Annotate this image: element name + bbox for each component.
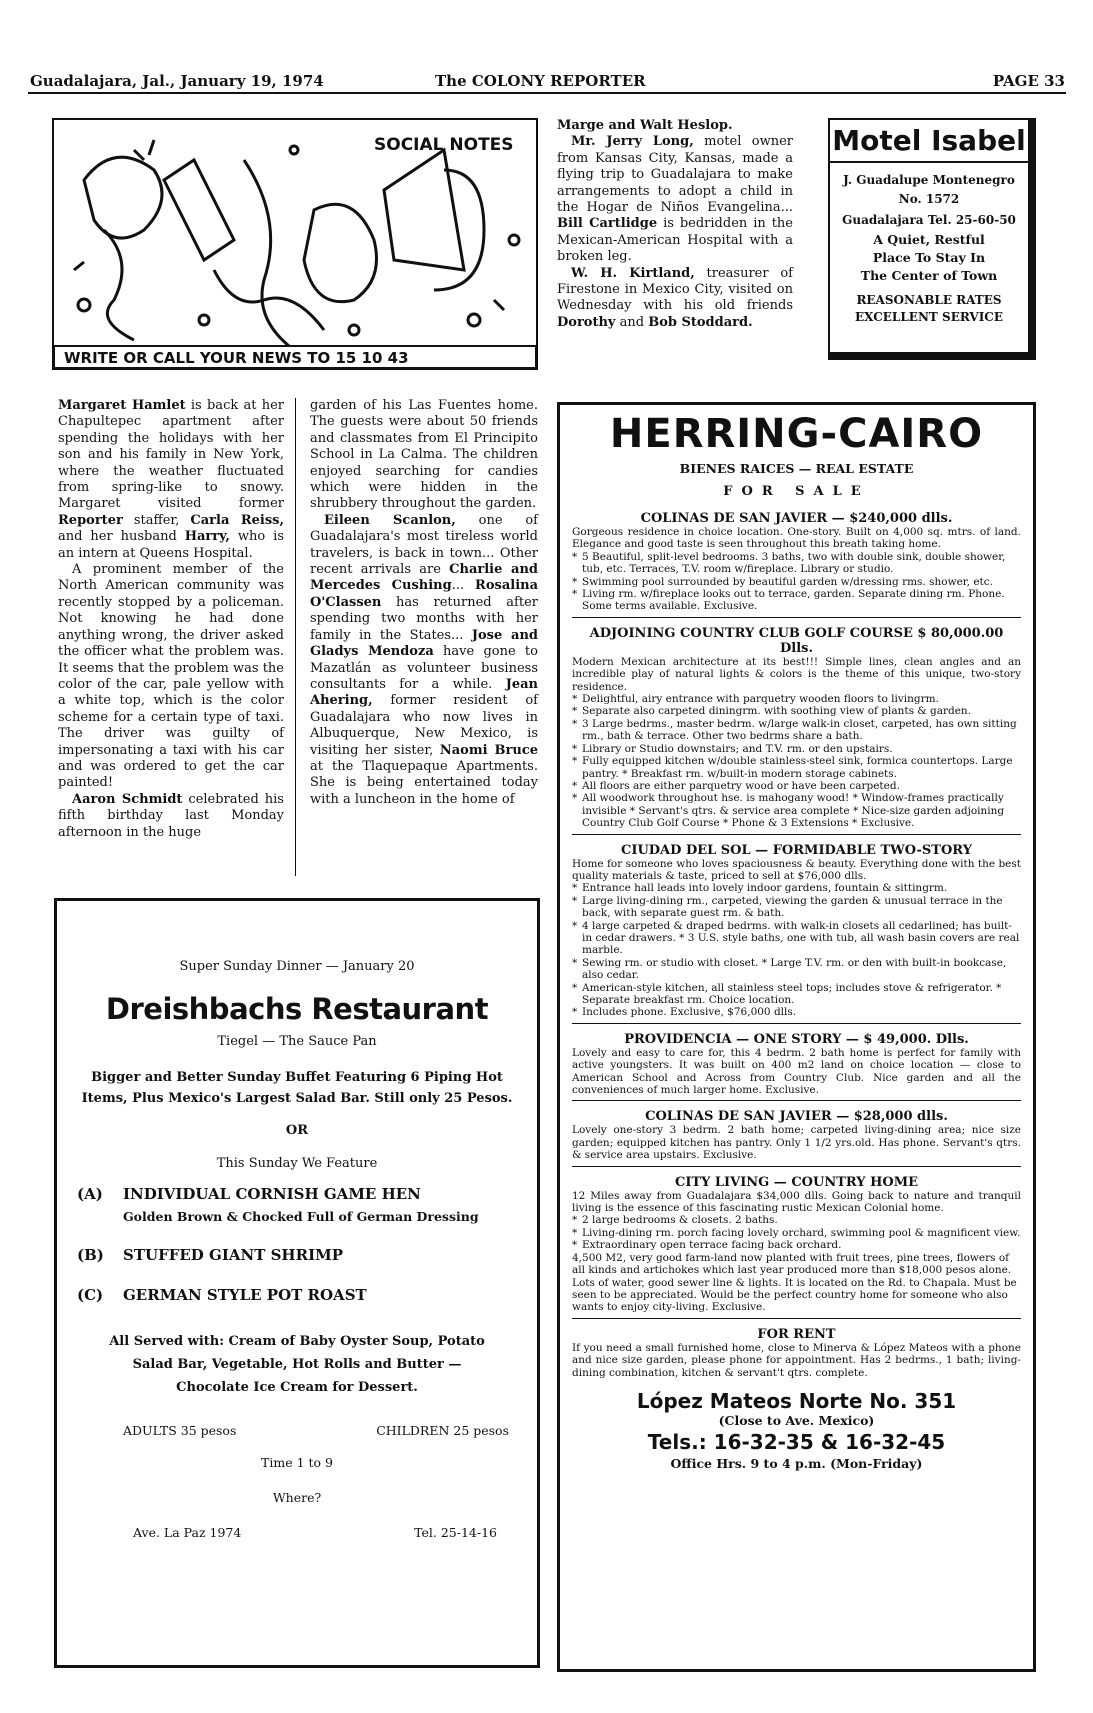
listing-feature: * 2 large bedrooms & closets. 2 baths. [572,1214,1021,1226]
listing-feature: * Extraordinary open terrace facing back orchard. [572,1239,1021,1251]
note-text: is back at her Chapultepec apartment after spending the holidays with her son and his family in New York, where the weather fluctuated from spring-like to snowy. Margaret visited former [58,398,284,512]
listing-text: Home for someone who loves spaciousness & beauty. Everything done with the best quality materials & taste, priced to sell at $76,000 dlls. [572,857,1021,882]
note-text: and her husband [58,529,185,545]
restaurant-served: All Served with: Cream of Baby Oyster Soup, Potato Salad Bar, Vegetable, Hot Rolls and Butter — Chocolate Ice Cream for Dessert. [109,1334,485,1395]
restaurant-time: Time 1 to 9 [261,1455,333,1470]
note-text: has returned after spending two months with her family in the States... [310,594,538,643]
note-name: Dorothy [557,314,616,330]
note-name: Aaron Schmidt [72,791,183,807]
menu-item-name: INDIVIDUAL CORNISH GAME HEN [123,1185,421,1203]
realestate-name: HERRING-CAIRO [609,411,984,457]
listing [572,1023,1021,1097]
note-text: at the Tlaquepaque Apartments. She is being entertained today with a luncheon in the home of [310,758,538,807]
listing [572,503,1021,613]
listing-feature: * Swimming pool surrounded by beautiful garden w/dressing rms. shower, etc. [572,576,1021,588]
menu-item [77,1185,537,1224]
motel-tagline-4: REASONABLE RATES [856,293,1002,307]
motel-address-2: No. 1572 [898,192,960,206]
header-rule [28,92,1066,94]
menu-items [57,1185,537,1304]
listing-heading: FOR RENT [757,1326,836,1342]
note-name: Jose and Gladys Mendoza [310,627,538,660]
note-text: former resident of Guadalajara who now lives in Albuquerque, New Mexico, is visiting her sister, [310,693,538,758]
menu-item [77,1246,537,1264]
notes-column-1 [58,398,284,841]
listing-heading: ADJOINING COUNTRY CLUB GOLF COURSE $ 80,000.00 Dlls. [589,625,1004,656]
restaurant-sub: Tiegel — The Sauce Pan [217,1034,377,1049]
dateline: Guadalajara, Jal., January 19, 1974 [30,72,324,90]
motel-address-1: J. Guadalupe Montenegro [843,173,1015,187]
listing-feature: * Sewing rm. or studio with closet. * Large T.V. rm. or den with built-in bookcase, also cedar. [572,957,1021,982]
listing-text: Lovely and easy to care for, this 4 bedrm. 2 bath home is perfect for family with active youngsters. It was built on 400 m2 land on choice location — close to American School and Across from Country Club. Nice garden and all the conveniences of much larger home. Exclusive. [572,1046,1021,1097]
listing [572,834,1021,1019]
paper-name: The COLONY REPORTER [435,72,646,90]
note-name: Bob Stoddard. [648,314,753,330]
for-sale-heading: FOR SALE [723,484,870,499]
restaurant-name: Dreishbachs Restaurant [105,992,489,1026]
menu-item-name: STUFFED GIANT SHRIMP [123,1246,343,1264]
dreishbachs-ad [54,898,540,1668]
note-name: Carla Reiss, [190,512,285,528]
note-paragraph [58,398,284,562]
motel-tagline-3: The Center of Town [860,268,998,283]
motel-tagline-5: EXCELLENT SERVICE [854,310,1004,324]
listing-feature: * All floors are either parquetry wood or have been carpeted. [572,780,1021,792]
social-notes-title: SOCIAL NOTES [374,135,514,155]
listing-feature: * Includes phone. Exclusive, $76,000 dlls. [572,1006,1021,1018]
listing-text: Lovely one-story 3 bedrm. 2 bath home; carpeted living-dining area; nice size garden; equipped kitchen has pantry. Only 1 1/2 yrs.old. Has phone. Servant's qtrs. & service area upstairs. Exclusive. [572,1124,1021,1162]
note-text: garden of his Las Fuentes home. The guests were about 50 friends and classmates from El Principito School in La Calma. The children enjoyed searching for candies which were hidden in the shrubbery throughout the garden. [310,398,538,512]
restaurant-line-1: Super Sunday Dinner — January 20 [179,959,415,974]
listing-text: 12 Miles away from Guadalajara $34,000 dlls. Going back to nature and tranquil living is the essence of this fascinating rustic Mexican Colonial home. [572,1189,1021,1215]
note-text: treasurer of Firestone in Mexico City, visited on Wednesday with his old friends [557,265,793,314]
listing-heading: PROVIDENCIA — ONE STORY — $ 49,000. Dlls. [624,1031,969,1047]
realestate-phones: Tels.: 16-32-35 & 16-32-45 [647,1429,946,1454]
note-text: one of Guadalajara's most tireless world travelers, is back in town... Other recent arrivals are [310,512,538,578]
listing [572,617,1021,830]
listing-feature: * 5 Beautiful, split-level bedrooms. 3 baths, two with double sink, double shower, tub, etc. Terraces, T.V. room w/fireplace. Library or studio. [572,551,1021,576]
note-paragraph [58,562,284,792]
listing-feature: * Entrance hall leads into lovely indoor gardens, fountain & sittingrm. [572,882,1021,894]
listing-feature: * Fully equipped kitchen w/double stainless-steel sink, formica countertops. Large pantry. * Breakfast rm. w/built-in modern storage cabinets. [572,755,1021,780]
listing-text-2: 4,500 M2, very good farm-land now planted with fruit trees, pine trees, flowers of all kinds and artichokes which last year produced more than $18,000 pesos alone. Lots of water, good sewer line & lights. It is located on the Rd. to Chapala. Must be seen to be appreciated. Would be the perfect country home for someone who also wants to enjoy city-living. Exclusive. [572,1251,1017,1314]
listing-heading: COLINAS DE SAN JAVIER — $240,000 dlls. [640,511,953,526]
listing-text: If you need a small furnished home, close to Minerva & López Mateos with a phone and nice size garden, please phone for appointment. Has 2 bedrms., 1 bath; living-dining combination, kitchen & servant't qtrs. complete. [572,1341,1021,1379]
listing-feature: * American-style kitchen, all stainless steel tops; includes stove & refrigerator. * Separate breakfast rm. Choice location. [572,982,1021,1007]
motel-tagline-2: Place To Stay In [872,250,986,265]
menu-item-key: (B) [77,1246,104,1264]
menu-item-name: GERMAN STYLE POT ROAST [123,1286,367,1304]
menu-item-key: (C) [77,1286,104,1304]
listing-heading: CIUDAD DEL SOL — FORMIDABLE TWO-STORY [621,842,972,858]
note-name: Bill Cartlidge [557,216,658,232]
motel-tagline-1: A Quiet, Restful [873,232,985,247]
restaurant-pitch: Bigger and Better Sunday Buffet Featuring 6 Piping Hot Items, Plus Mexico's Largest Salad Bar. Still only 25 Pesos. [81,1070,513,1106]
note-name: Harry, [184,529,230,545]
listings [572,503,1021,1379]
listing [572,1100,1021,1161]
listing-feature: * Large living-dining rm., carpeted, viewing the garden & unusual terrace in the back, with separate guest rm. & bath. [572,895,1021,920]
realestate-hours: Office Hrs. 9 to 4 p.m. (Mon-Friday) [670,1455,923,1471]
restaurant-or: OR [285,1123,309,1138]
note-text: and [615,314,649,330]
listing-feature: * All woodwork throughout hse. is mahogany wood! * Window-frames practically invisible * Servant's qtrs. & service area complete * Nice-size garden adjoining Country Club Golf Course * Phone & 3 Extensions * Exclusive. [572,792,1021,829]
note-paragraph [58,792,284,841]
social-notes-footer: WRITE OR CALL YOUR NEWS TO 15 10 43 [64,349,409,367]
menu-item [77,1286,537,1304]
listing-text: Modern Mexican architecture at its best!!! Simple lines, clean angles and an incredible play of natural lights & colors is the theme of this unique, two-story residence. [572,655,1021,693]
note-text: have gone to Mazatlán as volunteer business consultants for a while. [310,644,538,692]
menu-item-key: (A) [77,1185,103,1203]
note-text: who is an intern at Queens Hospital. [58,529,284,561]
note-text: A prominent member of the North American community was recently stopped by a policeman. Not knowing he had done anything wrong, the driver asked the officer what the problem was. It seems that the problem was the color of the car, pale yellow with a white top, which is the color scheme for a certain type of taxi. The driver was guilty of impersonating a taxi with his car and was ordered to get the car painted! [58,562,284,791]
motel-phone: Guadalajara Tel. 25-60-50 [842,213,1016,227]
listing-feature: * Delightful, airy entrance with parquetry wooden floors to livingrm. [572,693,1021,705]
page-number: PAGE 33 [992,72,1065,90]
note-paragraph [310,398,538,513]
note-paragraph [310,513,538,808]
restaurant-where: Where? [272,1490,322,1505]
note-name: Jean Ahering, [310,676,538,709]
note-text: ... [451,578,476,594]
motel-isabel-ad [828,118,1036,360]
note-name: W. H. Kirtland, [571,265,695,281]
social-notes-banner [52,118,538,370]
note-name: Naomi Bruce [439,742,539,758]
notes-column-2 [310,398,538,808]
realestate-sub: BIENES RAICES — REAL ESTATE [679,461,914,476]
herring-cairo-ad [557,402,1036,1672]
note-text: staffer, [122,512,191,528]
note-paragraph [557,266,793,332]
note-name: Margaret Hamlet [58,398,186,413]
listing-feature: * Living rm. w/fireplace looks out to terrace, garden. Separate dining rm. Phone. Some terms available. Exclusive. [572,588,1021,613]
listing-feature: * Separate also carpeted diningrm. with soothing view of plants & garden. [572,705,1021,717]
restaurant-tel: Tel. 25-14-16 [414,1525,497,1540]
menu-item-desc: Golden Brown & Chocked Full of German Dressing [123,1209,479,1224]
notes-column-3 [557,118,793,331]
note-paragraph [557,118,793,134]
note-name: Reporter [58,512,123,528]
children-price: CHILDREN 25 pesos [376,1423,509,1438]
note-name: Eileen Scanlon, [324,512,456,528]
listing-feature: * Living-dining rm. porch facing lovely orchard, swimming pool & magnificent view. [572,1227,1021,1239]
listing-feature: * 3 Large bedrms., master bedrm. w/large walk-in closet, carpeted, has own sitting rm., bath & terrace. Other two bedrms share a bath. [572,718,1021,743]
realestate-near: (Close to Ave. Mexico) [718,1412,875,1428]
listing-text: Gorgeous residence in choice location. One-story. Built on 4,000 sq. mtrs. of land. Elegance and good taste is seen throughout this breath taking home. [572,526,1021,551]
restaurant-address: Ave. La Paz 1974 [133,1525,242,1540]
restaurant-feature: This Sunday We Feature [216,1156,378,1171]
note-text: motel owner from Kansas City, Kansas, made a flying trip to Guadalajara to make arrangements to adopt a child in the Hogar de Niños Evangelina... [557,134,793,216]
note-paragraph [557,134,793,265]
column-divider [295,398,296,876]
listing [572,1318,1021,1379]
note-name: Charlie and Mercedes Cushing [310,562,539,594]
motel-name: Motel Isabel [830,124,1028,163]
note-name: Mr. Jerry Long, [571,134,694,150]
adults-price: ADULTS 35 pesos [123,1423,237,1438]
note-name: Marge and Walt Heslop. [557,118,733,133]
note-text: celebrated his fifth birthday last Monday afternoon in the huge [58,791,284,840]
listing [572,1166,1021,1314]
realestate-address: López Mateos Norte No. 351 [636,1388,957,1413]
listing-heading: CITY LIVING — COUNTRY HOME [674,1174,918,1190]
party-illustration [54,120,536,368]
listing-heading: COLINAS DE SAN JAVIER — $28,000 dlls. [645,1109,948,1125]
note-text: is bedridden in the Mexican-American Hospital with a broken leg. [557,216,793,265]
listing-feature: * Library or Studio downstairs; and T.V. rm. or den upstairs. [572,743,1021,755]
listing-feature: * 4 large carpeted & draped bedrms. with walk-in closets all cedarlined; has built-in cedar drawers. * 3 U.S. style baths, one with tub, all wash basin covers are real marble. [572,920,1021,957]
note-name: Rosalina O'Classen [310,578,539,610]
